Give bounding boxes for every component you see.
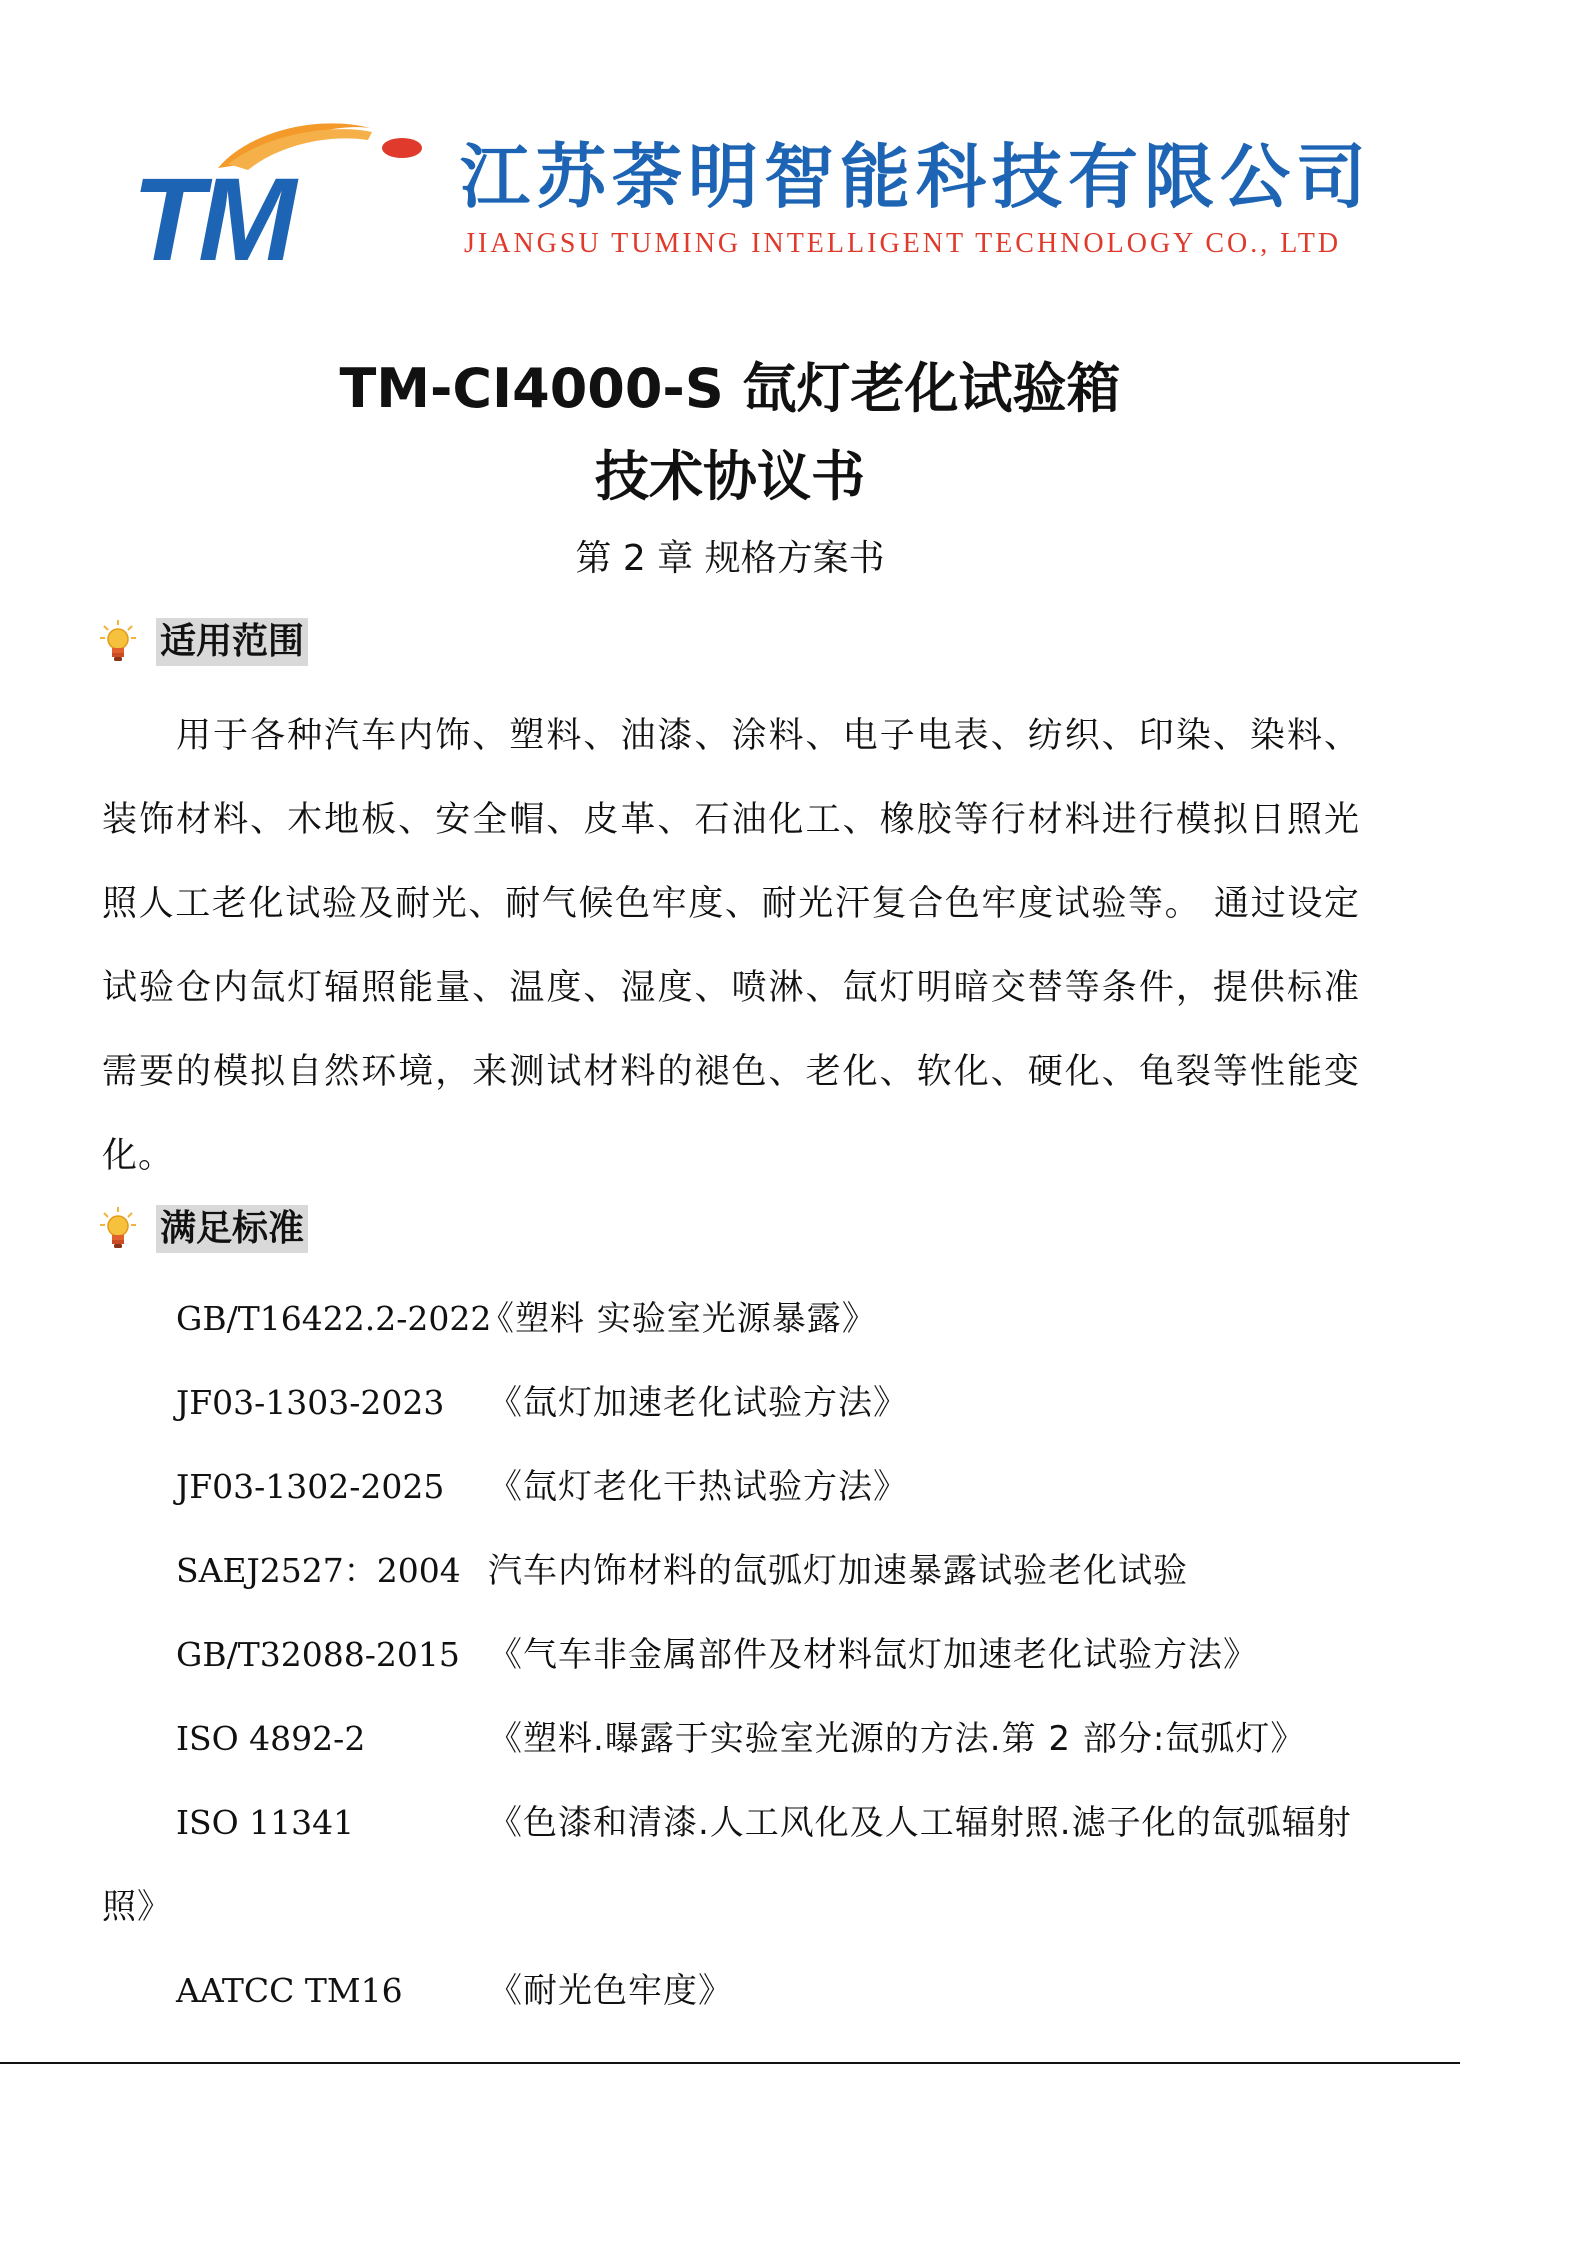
section-heading-scope — [100, 617, 308, 667]
standard-code: GB/T16422.2-2022 — [176, 1299, 492, 1338]
letterhead — [130, 110, 1410, 270]
standard-item — [102, 1949, 1372, 2033]
standard-title: 《气车非金属部件及材料氙灯加速老化试验方法》 — [488, 1635, 1258, 1675]
company-name-en: JIANGSU TUMING INTELLIGENT TECHNOLOGY CO., LTD — [464, 228, 1342, 259]
standard-title: 《色漆和清漆.人工风化及人工辐射照.滤子化的氙弧辐射照》 — [102, 1803, 1352, 1927]
section-label-standards: 满足标准 — [156, 1205, 308, 1253]
svg-text:TM: TM — [132, 154, 291, 270]
standard-title: 《氙灯老化干热试验方法》 — [488, 1467, 908, 1507]
footer-divider — [0, 2062, 1460, 2064]
standard-title: 《塑料.曝露于实验室光源的方法.第 2 部分:氙弧灯》 — [488, 1719, 1306, 1759]
company-logo — [130, 110, 440, 270]
standard-item — [102, 1277, 1372, 1361]
standard-code: ISO 4892-2 — [176, 1719, 366, 1758]
document-subtitle: 技术协议书 — [595, 445, 865, 508]
chapter-heading: 第 2 章 规格方案书 — [575, 538, 885, 579]
standard-item — [102, 1529, 1372, 1613]
standard-title: 《塑料 实验室光源暴露》 — [480, 1299, 877, 1339]
standard-code: SAEJ2527：2004 — [176, 1551, 461, 1590]
standard-item — [102, 1781, 1372, 1949]
lightbulb-icon — [100, 620, 136, 664]
company-name-cn: 江苏荼明智能科技有限公司 — [460, 136, 1372, 218]
standard-code: ISO 11341 — [176, 1803, 355, 1842]
standard-item — [102, 1613, 1372, 1697]
standard-item — [102, 1445, 1372, 1529]
standard-code: AATCC TM16 — [176, 1971, 403, 2010]
standard-title: 《耐光色牢度》 — [488, 1971, 733, 2011]
section-heading-standards — [100, 1204, 308, 1254]
standard-item — [102, 1361, 1372, 1445]
standard-code: JF03-1303-2023 — [176, 1383, 445, 1422]
lightbulb-icon — [100, 1207, 136, 1251]
scope-paragraph: 用于各种汽车内饰、塑料、油漆、涂料、电子电表、纺织、印染、染料、装饰材料、木地板、安全帽、皮革、石油化工、橡胶等行材料进行模拟日照光照人工老化试验及耐光、耐气候色牢度、耐光汗复合色牢度试验等。 通过设定试验仓内氙灯辐照能量、温度、湿度、喷淋、氙灯明暗交替等条件，提供标准需要的模拟自然环境，来测试材料的褪色、老化、软化、硬化、龟裂等性能变化。 — [102, 716, 1360, 1176]
standard-code: JF03-1302-2025 — [176, 1467, 445, 1506]
standards-list — [102, 1277, 1372, 2033]
standard-item — [102, 1697, 1372, 1781]
standard-title: 汽车内饰材料的氙弧灯加速暴露试验老化试验 — [488, 1551, 1188, 1591]
standard-title: 《氙灯加速老化试验方法》 — [488, 1383, 908, 1423]
standard-code: GB/T32088-2015 — [176, 1635, 460, 1674]
document-title: TM-CI4000-S 氙灯老化试验箱 — [339, 357, 1121, 420]
section-label-scope: 适用范围 — [156, 618, 308, 666]
